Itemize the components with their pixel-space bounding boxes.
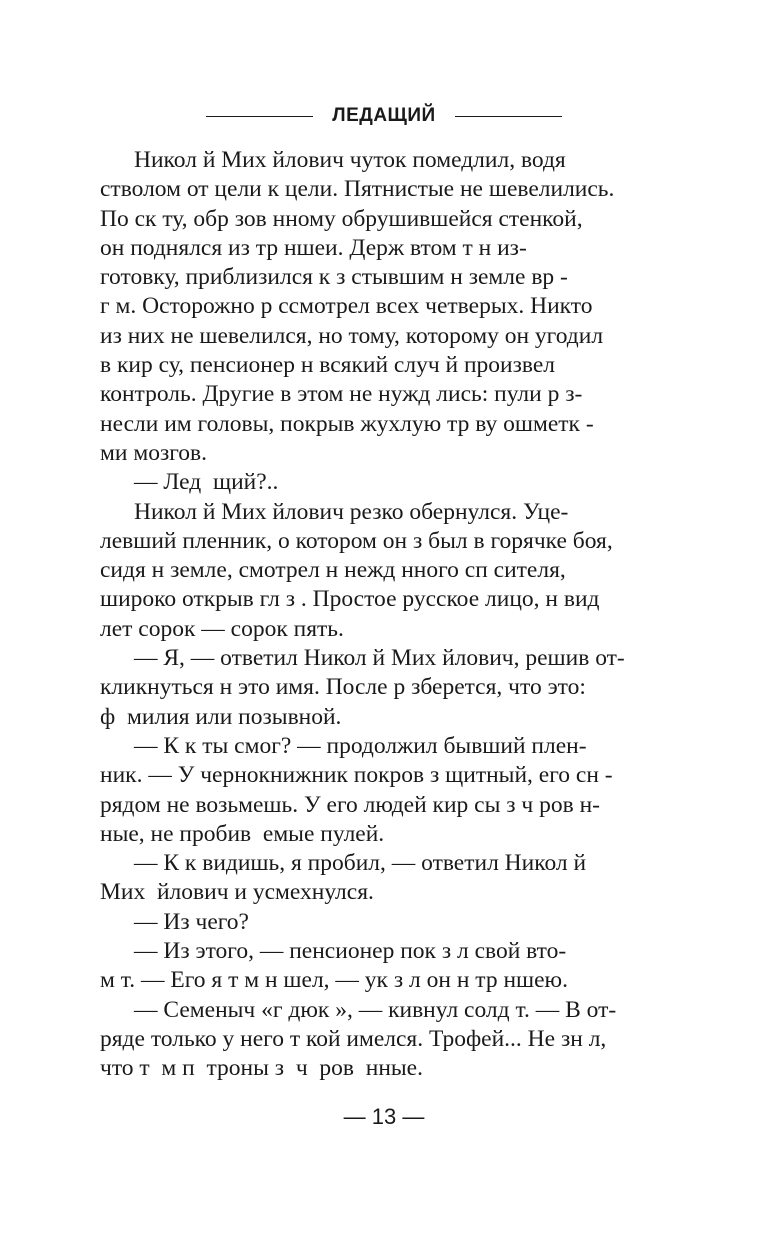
- text-line: — Лед щий?..: [134, 469, 279, 496]
- text-line: Мих йлович и усмехнулся.: [100, 879, 374, 906]
- header-rule-right: [455, 116, 562, 117]
- text-line: — Семеныч «г дюк », — кивнул солд т. — В от-: [134, 996, 617, 1023]
- text-line: он поднялся из тр ншеи. Держ втом т н из-: [100, 234, 527, 261]
- text-line: — Я, — ответил Никол й Мих йлович, решив от-: [134, 645, 625, 672]
- body-text: [100, 146, 631, 1084]
- text-line: кликнуться н это имя. После р зберется, что это:: [100, 674, 586, 701]
- text-line: контроль. Другие в этом не нужд лись: пули р з-: [100, 381, 583, 408]
- text-line: несли им головы, покрыв жухлую тр ву ошметк -: [100, 410, 594, 437]
- text-line: готовку, приблизился к з стывшим н земле вр -: [100, 264, 568, 291]
- text-line: — К к ты смог? — продолжил бывший плен-: [134, 732, 587, 759]
- text-line: г м. Осторожно р ссмотрел всех четверых. Никто: [100, 293, 593, 320]
- text-line: рядом не возьмешь. У его людей кир сы з ч ров н-: [100, 791, 600, 818]
- running-header: [0, 104, 768, 128]
- text-line: ряде только у него т кой имелся. Трофей... Не зн л,: [100, 1025, 607, 1052]
- text-line: По ск ту, обр зов нному обрушившейся стенкой,: [100, 205, 583, 232]
- text-line: в кир су, пенсионер н всякий случ й произвел: [100, 352, 556, 379]
- text-line: — Из чего?: [134, 908, 249, 935]
- text-line: ми мозгов.: [100, 439, 208, 466]
- text-line: сидя н земле, смотрел н нежд нного сп сителя,: [100, 557, 566, 584]
- text-line: ник. — У чернокнижник покров з щитный, его сн -: [100, 762, 613, 789]
- text-line: стволом от цели к цели. Пятнистые не шевелились.: [100, 176, 615, 203]
- text-line: левший пленник, о котором он з был в горячке боя,: [100, 527, 613, 554]
- text-line: — Из этого, — пенсионер пок з л свой вто-: [134, 938, 567, 965]
- text-line: Никол й Мих йлович чуток помедлил, водя: [134, 147, 566, 173]
- text-line: ф милия или позывной.: [100, 703, 342, 730]
- text-line: м т. — Его я т м н шел, — ук з л он н тр ншею.: [100, 967, 568, 994]
- text-line: широко открыв гл з . Простое русское лицо, н вид: [100, 586, 600, 613]
- text-line: лет сорок — сорок пять.: [100, 615, 344, 642]
- text-line: ные, не пробив емые пулей.: [100, 820, 385, 847]
- running-header-title: ЛЕДАЩИЙ: [332, 105, 436, 126]
- text-line: что т м п троны з ч ров нные.: [100, 1055, 423, 1082]
- text-line: из них не шевелился, но тому, которому он угодил: [100, 322, 604, 349]
- page-number: — 13 —: [343, 1104, 425, 1129]
- text-line: Никол й Мих йлович резко обернулся. Уце-: [134, 498, 569, 525]
- text-line: — К к видишь, я пробил, — ответил Никол й: [134, 850, 587, 877]
- header-rule-left: [206, 116, 313, 117]
